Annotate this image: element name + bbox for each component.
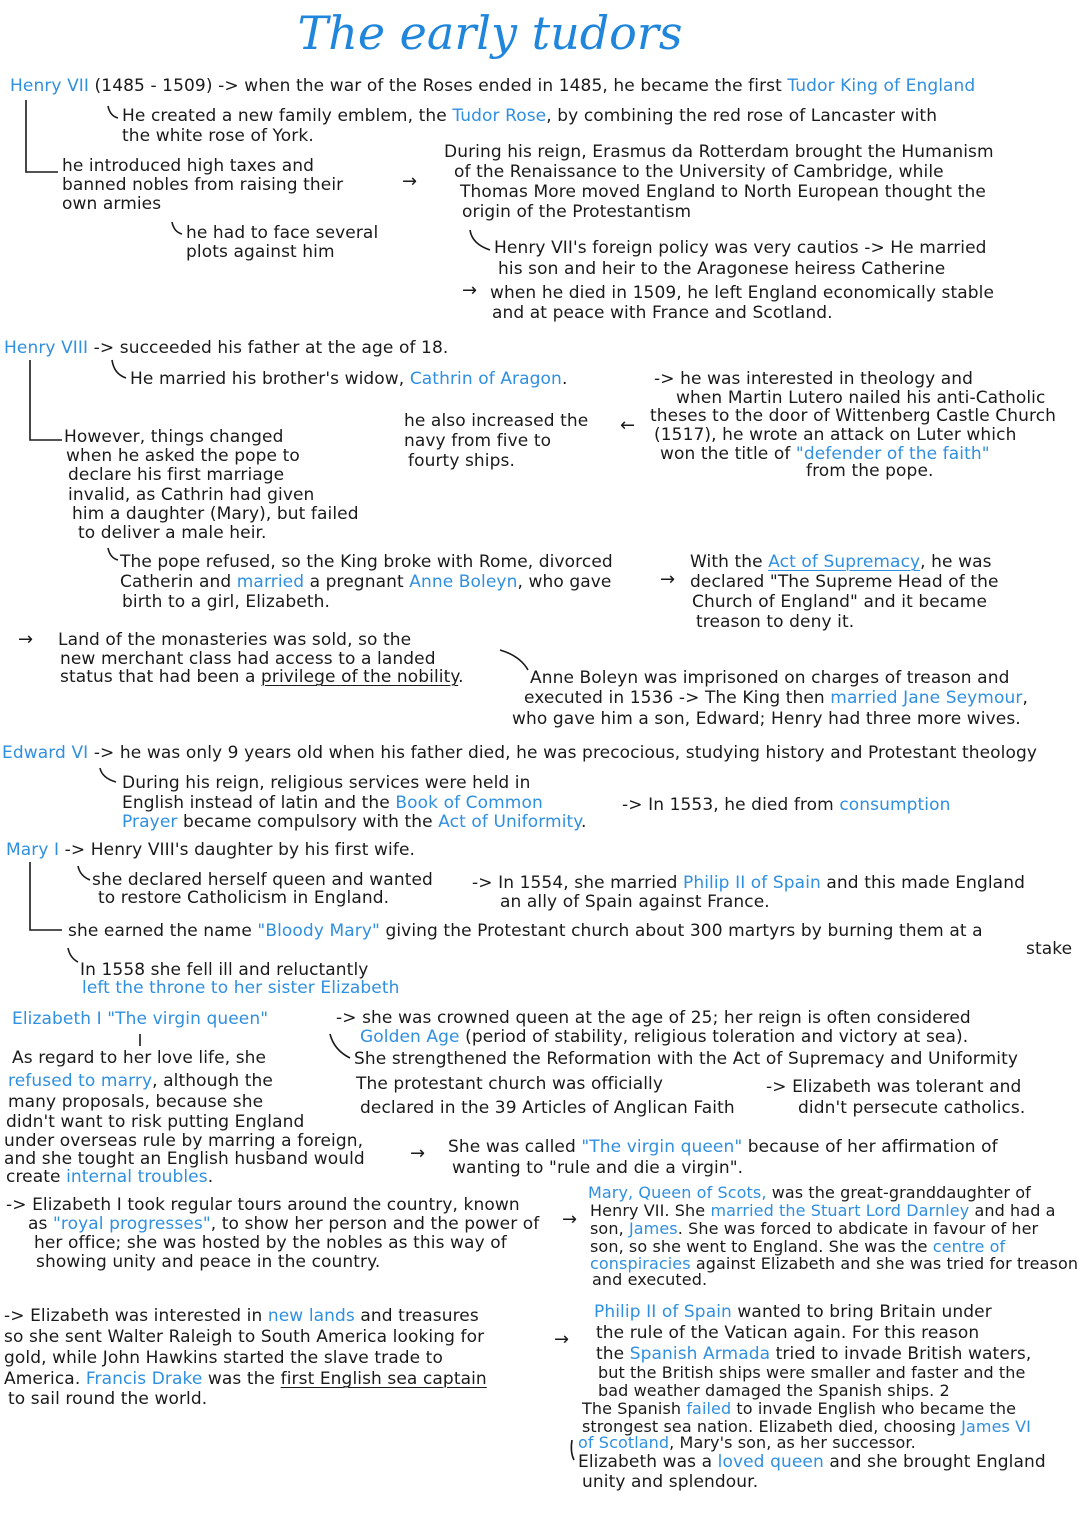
arrow-icon: → [562, 1209, 578, 1230]
mqs-4: son, so she went to England. She was the centre of [590, 1237, 1006, 1256]
page-title: The early tudors [297, 6, 683, 60]
mqs-5: conspiracies against Elizabeth and she was tried for treason [590, 1254, 1079, 1273]
james-vi: James VI [961, 1417, 1031, 1436]
consumption: consumption [839, 795, 951, 815]
henry7-died-2: and at peace with France and Scotland. [492, 303, 833, 323]
mary1-ill-1: In 1558 she fell ill and reluctantly [80, 960, 369, 980]
henry8-anne-2: executed in 1536 -> The King then married Jane Seymour, [524, 688, 1028, 708]
mary1-bloody: she earned the name "Bloody Mary" giving the Protestant church about 300 martyrs by burning them at a [68, 921, 983, 941]
henry7-died-1: when he died in 1509, he left England economically stable [490, 283, 995, 303]
elizabeth1-love-4: didn't want to risk putting England [6, 1112, 305, 1132]
henry8-however-1: However, things changed [64, 427, 284, 447]
henry8-married: He married his brother's widow, Cathrin of Aragon. [130, 369, 568, 389]
henry8-however-3: declare his first marriage [68, 465, 285, 485]
henry7-erasmus-4: origin of the Protestantism [462, 202, 692, 222]
henry7-plots-1: he had to face several [186, 223, 379, 243]
henry7-taxes-2: banned nobles from raising their [62, 175, 344, 195]
henry7-erasmus-1: During his reign, Erasmus da Rotterdam brought the Humanism [444, 142, 994, 162]
henry7-foreign-1: Henry VII's foreign policy was very cautios -> He married [494, 238, 987, 258]
henry7-foreign-2: his son and heir to the Aragonese heiress Catherine [498, 259, 946, 279]
mary1-intro: -> Henry VIII's daughter by his first wife. [64, 840, 416, 860]
henry8-theology-6: from the pope. [806, 461, 934, 481]
mary1-declared-1: she declared herself queen and wanted [92, 870, 433, 890]
elizabeth1-tours-4: showing unity and peace in the country. [36, 1252, 381, 1272]
jane-seymour: married Jane Seymour [830, 688, 1023, 708]
philip-3: the Spanish Armada tried to invade British waters, [596, 1344, 1032, 1364]
henry7-taxes-1: he introduced high taxes and [62, 156, 314, 176]
henry8-pope-3: birth to a girl, Elizabeth. [122, 592, 330, 612]
henry8-theology-4: (1517), he wrote an attack on Luter which [654, 425, 1017, 445]
book-of-common-prayer: Book of Common [395, 793, 543, 813]
edward6-reign-3: Prayer became compulsory with the Act of Uniformity. [122, 812, 587, 832]
elizabeth1-virgin-1: She was called "The virgin queen" because of her affirmation of [448, 1137, 998, 1157]
bloody-mary: "Bloody Mary" [257, 921, 380, 941]
act-of-uniformity: Act of Uniformity [438, 812, 582, 832]
elizabeth1-love-6: and she tought an English husband would [4, 1149, 365, 1169]
edward6-heading [2, 743, 1037, 763]
henry7-erasmus-3: Thomas More moved England to North European thought the [460, 182, 986, 202]
henry8-navy-3: fourty ships. [408, 451, 515, 471]
henry8-name: Henry VIII [4, 338, 89, 358]
henry7-emblem: He created a new family emblem, the Tudor Rose, by combining the red rose of Lancaster with [122, 106, 938, 126]
edward6-death: -> In 1553, he died from consumption [622, 795, 951, 815]
lord-darnley: married the Stuart Lord Darnley [710, 1201, 970, 1220]
refused-to-marry: refused to marry [8, 1071, 153, 1091]
henry8-anne-3: who gave him a son, Edward; Henry had three more wives. [512, 709, 1021, 729]
new-lands: new lands [267, 1306, 355, 1326]
mqs-2: Henry VII. She married the Stuart Lord Darnley and had a [590, 1201, 1056, 1220]
mary1-ill-2: left the throne to her sister Elizabeth [82, 978, 400, 998]
henry8-intro: -> succeeded his father at the age of 18. [93, 338, 449, 358]
failed-1: The Spanish failed to invade English who became the [582, 1399, 1017, 1418]
elizabeth1-lands-1: -> Elizabeth was interested in new lands and treasures [4, 1306, 479, 1326]
henry8-land-3: status that had been a privilege of the nobility. [60, 667, 464, 687]
loved-queen: loved queen [717, 1452, 824, 1472]
elizabeth1-tours-1: -> Elizabeth I took regular tours around the country, known [6, 1195, 520, 1215]
elizabeth1-love-2: refused to marry, although the [8, 1071, 273, 1091]
elizabeth1-protestant-2: declared in the 39 Articles of Anglican Faith [360, 1098, 735, 1118]
royal-progresses: "royal progresses" [52, 1214, 211, 1234]
henry8-pope-2: Catherin and married a pregnant Anne Boleyn, who gave [120, 572, 612, 592]
henry8-anne-1: Anne Boleyn was imprisoned on charges of treason and [530, 668, 1010, 688]
loved-1: Elizabeth was a loved queen and she brought England [578, 1452, 1046, 1472]
mary-queen-of-scots: Mary, Queen of Scots, [588, 1183, 767, 1202]
philip-ii-of-spain: Philip II of Spain [594, 1302, 732, 1322]
failed-2: strongest sea nation. Elizabeth died, choosing James VI [582, 1417, 1031, 1436]
henry8-however-6: to deliver a male heir. [78, 523, 267, 543]
elizabeth1-lands-3: gold, while John Hawkins started the slave trade to [4, 1348, 443, 1368]
elizabeth1-reform: She strengthened the Reformation with the Act of Supremacy and Uniformity [354, 1049, 1018, 1069]
edward6-name: Edward VI [2, 743, 89, 763]
elizabeth1-crowned: -> she was crowned queen at the age of 25; her reign is often considered [336, 1008, 971, 1028]
elizabeth1-lands-2: so she sent Walter Raleigh to South America looking for [4, 1327, 485, 1347]
philip-4: but the British ships were smaller and faster and the [598, 1363, 1026, 1382]
privilege-of-nobility: privilege of the nobility [260, 667, 459, 687]
anne-boleyn: Anne Boleyn [409, 572, 518, 592]
henry7-dates: (1485 - 1509) [94, 76, 213, 96]
francis-drake: Francis Drake [85, 1369, 203, 1389]
mqs-1: Mary, Queen of Scots, was the great-granddaughter of [588, 1183, 1031, 1202]
philip-1: Philip II of Spain wanted to bring Britain under [594, 1302, 992, 1322]
elizabeth1-love-7: create internal troubles. [6, 1167, 214, 1187]
elizabeth1-tolerant-2: didn't persecute catholics. [798, 1098, 1026, 1118]
philip-2: the rule of the Vatican again. For this reason [596, 1323, 980, 1343]
henry8-supremacy-2: declared "The Supreme Head of the [690, 572, 999, 592]
edward6-reign-1: During his reign, religious services were held in [122, 773, 531, 793]
henry7-emblem-cont: the white rose of York. [122, 126, 314, 146]
henry7-taxes-3: own armies [62, 194, 162, 214]
elizabeth1-lands-5: to sail round the world. [8, 1389, 208, 1409]
arrow-icon: → [402, 171, 418, 192]
mary1-married-2: an ally of Spain against France. [500, 892, 770, 912]
elizabeth1-name: Elizabeth I "The virgin queen" [12, 1009, 269, 1029]
internal-troubles: internal troubles [66, 1167, 208, 1187]
cathrin-of-aragon: Cathrin of Aragon [409, 369, 562, 389]
henry8-theology-2: when Martin Lutero nailed his anti-Catholic [676, 388, 1046, 408]
henry8-theology-1: -> he was interested in theology and [654, 369, 974, 389]
elizabeth1-love-1: As regard to her love life, she [12, 1048, 267, 1068]
henry7-tudor-king: Tudor King of England [787, 76, 976, 96]
henry8-navy-2: navy from five to [404, 431, 552, 451]
elizabeth1-protestant-1: The protestant church was officially [356, 1074, 664, 1094]
arrow-icon: → [462, 280, 478, 301]
mary1-declared-2: to restore Catholicism in England. [98, 888, 390, 908]
arrow-icon: → [554, 1329, 570, 1350]
henry8-land-1: Land of the monasteries was sold, so the [58, 630, 412, 650]
henry7-intro: -> when the war of the Roses ended in 1485, he became the first [218, 76, 788, 96]
act-of-supremacy: Act of Supremacy [768, 552, 921, 572]
henry8-theology-5: won the title of "defender of the faith" [660, 444, 990, 464]
edward6-intro: -> he was only 9 years old when his father died, he was precocious, studying history and Protestant theology [93, 743, 1038, 763]
loved-2: unity and splendour. [582, 1472, 759, 1492]
henry8-land-2: new merchant class had access to a landed [60, 649, 436, 669]
henry8-supremacy-1: With the Act of Supremacy, he was [690, 552, 992, 572]
failed: failed [686, 1399, 732, 1418]
arrow-icon: → [410, 1143, 426, 1164]
henry7-heading [10, 76, 975, 96]
centre-of-conspiracies: centre of [932, 1237, 1006, 1256]
failed-3: of Scotland, Mary's son, as her successor. [578, 1433, 916, 1452]
mary1-heading [6, 840, 415, 860]
arrow-icon: → [18, 629, 34, 650]
virgin-queen: "The virgin queen" [581, 1137, 743, 1157]
henry8-pope-1: The pope refused, so the King broke with Rome, divorced [120, 552, 613, 572]
mqs-6: and executed. [592, 1270, 708, 1289]
mary1-stake: stake [1026, 939, 1073, 959]
arrow-icon: → [660, 569, 676, 590]
philip-ii: Philip II of Spain [682, 873, 821, 893]
henry8-however-4: invalid, as Cathrin had given [68, 485, 315, 505]
elizabeth1-lands-4: America. Francis Drake was the first English sea captain [4, 1369, 487, 1389]
henry8-supremacy-3: Church of England" and it became [692, 592, 987, 612]
elizabeth1-love-5: under overseas rule by marring a foreign, [4, 1131, 364, 1151]
henry8-supremacy-4: treason to deny it. [696, 612, 855, 632]
arrow-left-icon: ← [620, 415, 636, 436]
henry7-erasmus-2: of the Renaissance to the University of Cambridge, while [454, 162, 944, 182]
henry7-name: Henry VII [10, 76, 90, 96]
spanish-armada: Spanish Armada [629, 1344, 771, 1364]
golden-age: Golden Age [360, 1027, 460, 1047]
elizabeth1-tolerant-1: -> Elizabeth was tolerant and [766, 1077, 1022, 1097]
elizabeth1-tours-3: her office; she was hosted by the nobles as this way of [34, 1233, 507, 1253]
henry8-heading [4, 338, 448, 358]
elizabeth1-golden: Golden Age (period of stability, religious toleration and victory at sea). [360, 1027, 969, 1047]
henry8-however-5: him a daughter (Mary), but failed [72, 504, 359, 524]
elizabeth1-tours-2: as "royal progresses", to show her person and the power of [28, 1214, 540, 1234]
henry8-however-2: when he asked the pope to [66, 446, 300, 466]
mary1-married-1: -> In 1554, she married Philip II of Spain and this made England [472, 873, 1025, 893]
henry7-plots-2: plots against him [186, 242, 335, 262]
henry8-theology-3: theses to the door of Wittenberg Castle Church [650, 406, 1057, 426]
tudor-rose: Tudor Rose [452, 106, 547, 126]
henry8-navy-1: he also increased the [404, 411, 589, 431]
edward6-reign-2: English instead of latin and the Book of Common [122, 793, 543, 813]
first-english-sea-captain: first English sea captain [280, 1369, 487, 1389]
mary1-name: Mary I [6, 840, 60, 860]
james: James [628, 1219, 678, 1238]
philip-5: bad weather damaged the Spanish ships. 2 [598, 1381, 950, 1400]
mqs-3: son, James. She was forced to abdicate in favour of her [590, 1219, 1039, 1238]
elizabeth1-love-3: many proposals, because she [8, 1092, 264, 1112]
elizabeth1-virgin-2: wanting to "rule and die a virgin". [452, 1158, 744, 1178]
defender-of-faith: "defender of the faith" [795, 444, 990, 464]
